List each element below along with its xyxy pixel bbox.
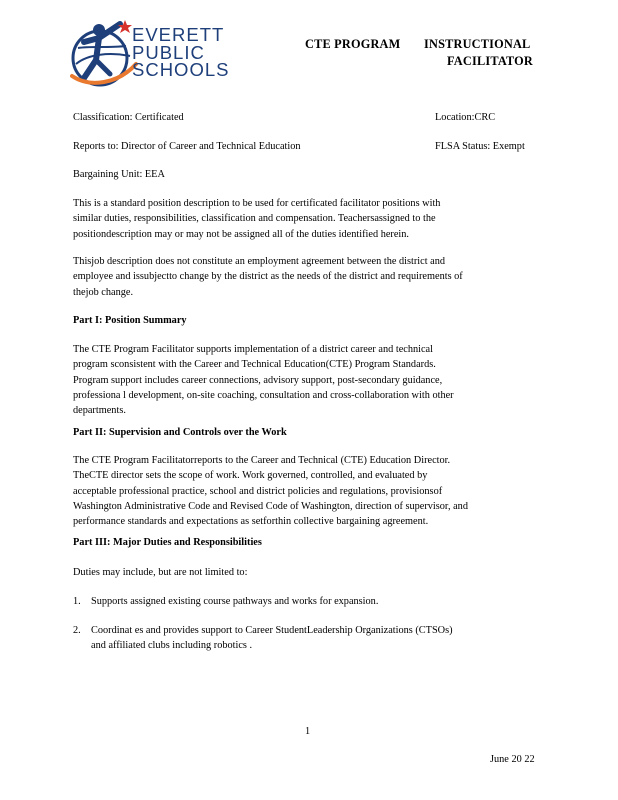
text-line: and affiliated clubs including robotics . [91, 640, 253, 652]
text-line: This is a standard position description to be used for certificated facilitator positions with [73, 198, 441, 209]
text-line: acceptable professional practice, school and district policies and regulations, provisionsof [73, 485, 443, 497]
text-line: positiondescription may or may not be assigned all of the duties identified herein. [73, 228, 410, 240]
duty-text [91, 623, 453, 654]
text-line: Coordinat es and provides support to Career StudentLeadership Organizations (CTSOs) [91, 625, 453, 636]
text-line: employee and issubjectto change by the district as the needs of the district and requirements of [73, 271, 463, 283]
globe-figure-icon [70, 18, 140, 90]
logo-wordmark [132, 26, 229, 79]
text-line: performance standards and expectations as setforthin collective bargaining agreement. [73, 516, 429, 528]
logo-line-2: PUBLIC [132, 41, 205, 63]
bargaining-unit: Bargaining Unit: EEA [73, 169, 165, 180]
text-line: The CTE Program Facilitatorreports to the Career and Technical (CTE) Education Director. [73, 455, 451, 466]
logo-line-3: SCHOOLS [132, 59, 230, 80]
part-3-heading: Part III: Major Duties and Responsibilities [73, 537, 262, 548]
text-line: departments. [73, 405, 126, 417]
duty-number: 1. [73, 596, 81, 607]
footer-date: June 20 22 [490, 754, 535, 765]
page-number: 1 [305, 726, 311, 737]
text-line: Washington Administrative Code and Revised Code of Washington, direction of supervisor, and [73, 500, 468, 512]
title-line-2: FACILITATOR [447, 54, 534, 68]
text-line: The CTE Program Facilitator supports implementation of a district career and technical [73, 344, 433, 355]
text-line: Supports assigned existing course pathways and works for expansion. [91, 596, 379, 607]
text-line: thejob change. [73, 286, 134, 298]
everett-public-schools-logo [70, 18, 245, 90]
part-3-intro: Duties may include, but are not limited to: [73, 567, 248, 578]
intro-paragraph-2 [73, 254, 543, 300]
classification: Classification: Certificated [73, 112, 184, 123]
text-line: program sconsistent with the Career and Technical Education(CTE) Program Standards. [73, 359, 436, 371]
duty-item-2 [73, 623, 543, 654]
text-line: Program support includes career connections, advisory support, post-secondary guidance, [73, 374, 443, 386]
location: Location:CRC [435, 112, 496, 123]
part-2-body [73, 453, 543, 529]
logo-line-1: EVERETT [132, 24, 225, 45]
text-line: TheCTE director sets the scope of work. Work governed, controlled, and evaluated by [73, 470, 428, 482]
part-2-heading: Part II: Supervision and Controls over the Work [73, 427, 287, 438]
reports-to: Reports to: Director of Career and Technical Education [73, 141, 301, 152]
text-line: professiona l development, on-site coaching, consultation and cross-collaboration with other [73, 389, 454, 401]
duty-number: 2. [73, 625, 81, 636]
text-line: Thisjob description does not constitute an employment agreement between the district and [73, 256, 446, 267]
flsa-status: FLSA Status: Exempt [435, 141, 525, 152]
part-1-body [73, 342, 543, 418]
duty-text [91, 594, 378, 609]
title-line-1-right: INSTRUCTIONAL [424, 37, 531, 51]
text-line: similar duties, responsibilities, classification and compensation. Teachersassigned to the [73, 213, 436, 225]
duty-item-1 [73, 594, 543, 609]
intro-paragraph-1 [73, 196, 543, 242]
part-1-heading: Part I: Position Summary [73, 315, 187, 326]
title-line-1-left: CTE PROGRAM [305, 37, 401, 51]
